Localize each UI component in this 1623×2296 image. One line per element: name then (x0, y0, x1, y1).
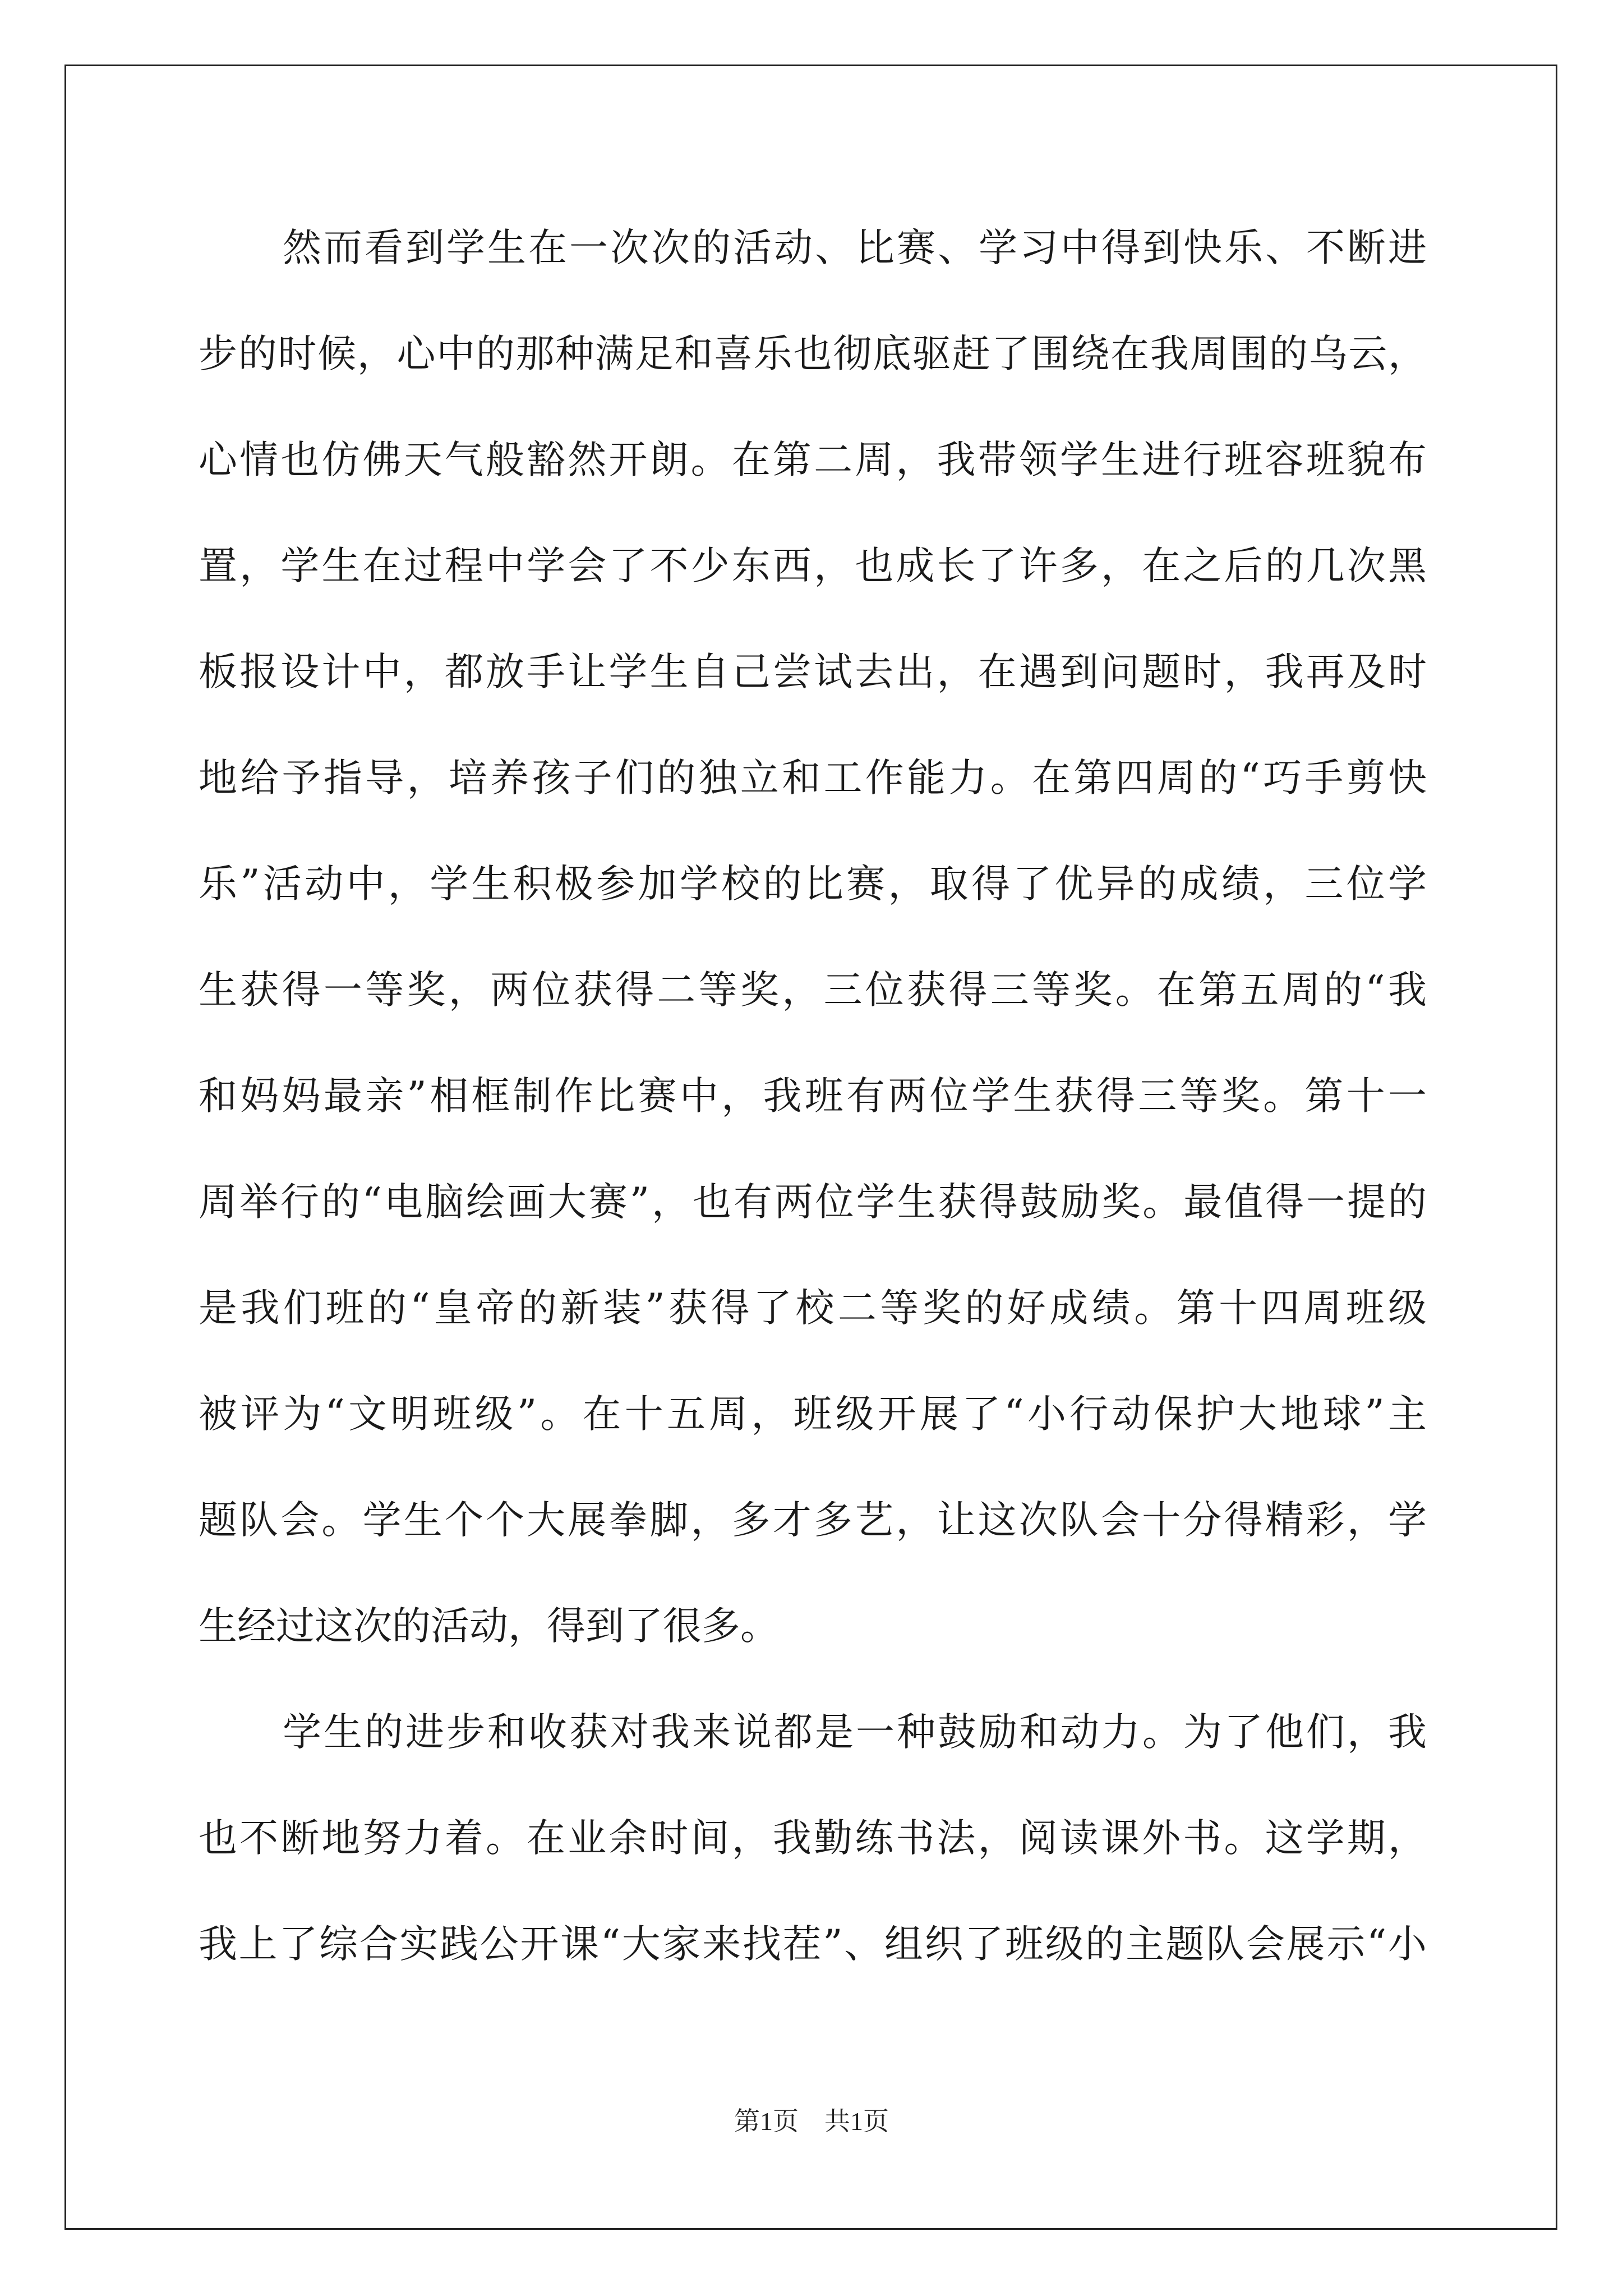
paragraph-1-line-13: 题队会。学生个个大展拳脚，多才多艺，让这次队会十分得精彩，学 (199, 1498, 1427, 1543)
paragraph-1-line-7: 乐”活动中，学生积极参加学校的比赛，取得了优异的成绩，三位学 (199, 862, 1427, 907)
paragraph-2-line-1: 学生的进步和收获对我来说都是一种鼓励和动力。为了他们，我 (283, 1710, 1427, 1755)
paragraph-1-line-12: 被评为“文明班级”。在十五周，班级开展了“小行动保护大地球”主 (199, 1392, 1427, 1437)
page-number: 第1页 (734, 2107, 799, 2136)
paragraph-1-line-11: 是我们班的“皇帝的新装”获得了校二等奖的好成绩。第十四周班级 (199, 1286, 1427, 1331)
paragraph-2-line-3: 我上了综合实践公开课“大家来找茬”、组织了班级的主题队会展示“小 (199, 1922, 1427, 1967)
paragraph-1-line-10: 周举行的“电脑绘画大赛”，也有两位学生获得鼓励奖。最值得一提的 (199, 1180, 1427, 1225)
paragraph-1-line-1: 然而看到学生在一次次的活动、比赛、学习中得到快乐、不断进 (283, 226, 1427, 270)
paragraph-1-line-14: 生经过这次的活动，得到了很多。 (199, 1604, 779, 1649)
paragraph-1-line-6: 地给予指导，培养孩子们的独立和工作能力。在第四周的“巧手剪快 (199, 756, 1427, 800)
paragraph-1-line-4: 置，学生在过程中学会了不少东西，也成长了许多，在之后的几次黑 (199, 544, 1427, 588)
page-total: 共1页 (824, 2107, 889, 2136)
page-footer (0, 2101, 1623, 2138)
document-body (199, 209, 1427, 2011)
paragraph-1-line-2: 步的时候，心中的那种满足和喜乐也彻底驱赶了围绕在我周围的乌云， (199, 332, 1427, 376)
paragraph-2-line-2: 也不断地努力着。在业余时间，我勤练书法，阅读课外书。这学期， (199, 1816, 1427, 1861)
paragraph-1-line-3: 心情也仿佛天气般豁然开朗。在第二周，我带领学生进行班容班貌布 (199, 438, 1427, 482)
paragraph-1-line-8: 生获得一等奖，两位获得二等奖，三位获得三等奖。在第五周的“我 (199, 968, 1427, 1013)
paragraph-1-line-9: 和妈妈最亲”相框制作比赛中，我班有两位学生获得三等奖。第十一 (199, 1074, 1427, 1119)
paragraph-1-line-5: 板报设计中，都放手让学生自己尝试去出，在遇到问题时，我再及时 (199, 650, 1427, 694)
